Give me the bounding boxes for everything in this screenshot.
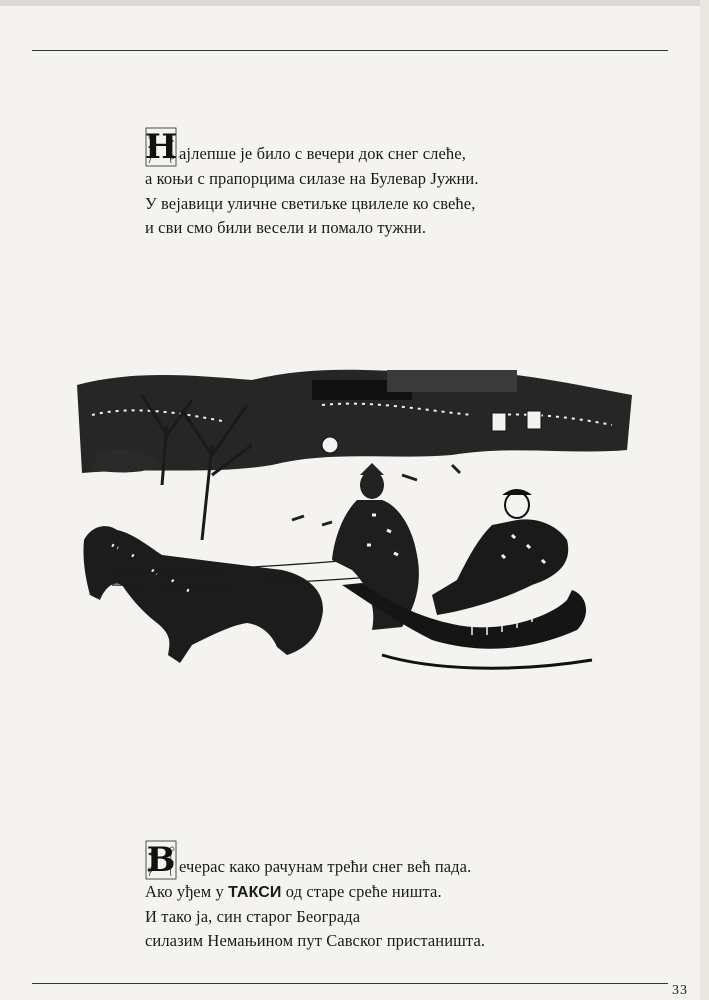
stanza-2-line-1-text: ечерас како рачунам трећи снег већ пада. <box>179 856 472 876</box>
stanza-2-line-4: силазим Немањином пут Савског пристаништа. <box>145 931 486 950</box>
stanza-2 <box>145 840 485 954</box>
stanza-2-line-3: И тако ја, син старог Београда <box>145 906 361 926</box>
stanza-2-line-2-part-b: од старе среће ништа. <box>281 882 442 901</box>
bottom-rule <box>32 983 668 984</box>
sleigh-horse-snow-illustration <box>72 355 637 685</box>
stanza-1-line-4: и сви смо били весели и помало тужни. <box>145 218 427 237</box>
stanza-1-line-1-text: ајлепше је било с вечери док снег слеће, <box>179 143 466 163</box>
stanza-1-line-1 <box>145 127 479 167</box>
stanza-1-line-2: а коњи с прапорцима силазе на Булевар Јужни. <box>145 169 479 188</box>
scan-edge-top <box>0 0 709 6</box>
stanza-2-line-2 <box>145 880 485 905</box>
stanza-1 <box>145 127 479 241</box>
stanza-2-line-1 <box>145 840 485 880</box>
ornamental-dropcap: В <box>146 840 176 880</box>
stanza-2-line-2-part-a: Ако уђем у <box>145 882 229 901</box>
top-rule <box>32 50 668 51</box>
ornamental-dropcap: Н <box>145 127 178 167</box>
scan-edge-right <box>700 0 709 1000</box>
taxi-word: ТАКСИ <box>228 884 282 901</box>
page-number: 33 <box>672 983 688 998</box>
stanza-1-line-3: У вејавици уличне светиљке цвилеле ко свеће, <box>145 193 476 213</box>
